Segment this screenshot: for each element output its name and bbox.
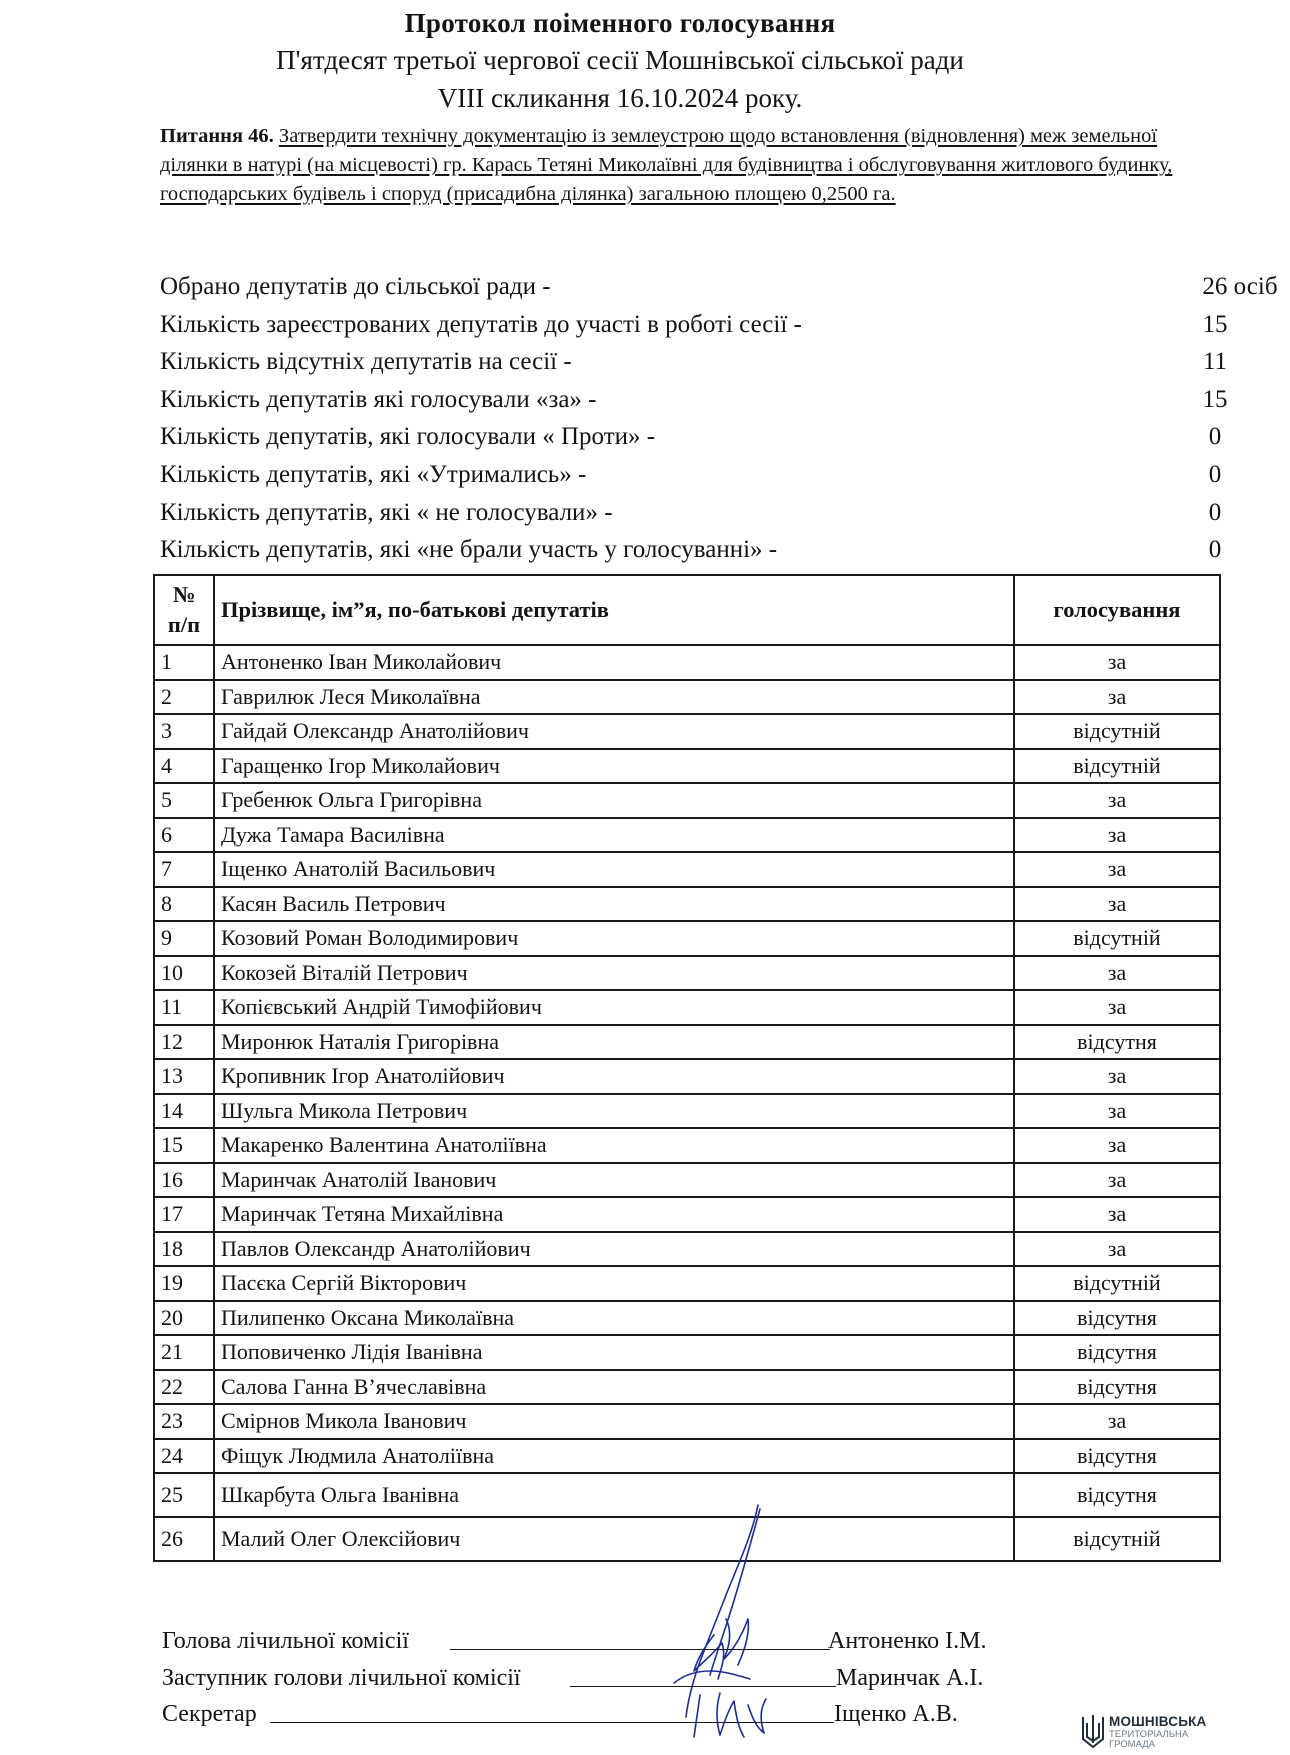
vote-result: за (1014, 1128, 1220, 1163)
logo-title: МОШНІВСЬКА (1109, 1714, 1207, 1729)
vote-result: відсутній (1014, 921, 1220, 956)
column-header-vote: голосування (1014, 575, 1220, 645)
row-number: 9 (154, 921, 214, 956)
stat-label: Кількість депутатів які голосували «за» - (160, 385, 597, 413)
deputy-name: Малий Олег Олексійович (214, 1517, 1014, 1561)
vote-result: відсутня (1014, 1370, 1220, 1405)
deputy-name: Маринчак Анатолій Іванович (214, 1163, 1014, 1198)
signature-block (162, 1623, 1062, 1733)
table-row (154, 852, 1220, 887)
deputy-name: Миронюк Наталія Григорівна (214, 1025, 1014, 1060)
row-number: 15 (154, 1128, 214, 1163)
table-row (154, 1059, 1220, 1094)
signature-person: Іщенко А.В. (834, 1701, 958, 1727)
table-row (154, 749, 1220, 784)
deputy-name: Дужа Тамара Василівна (214, 818, 1014, 853)
deputy-name: Поповиченко Лідія Іванівна (214, 1335, 1014, 1370)
stat-label: Кількість зареєстрованих депутатів до участі в роботі сесії - (160, 310, 802, 338)
stat-row (160, 306, 1228, 344)
table-row (154, 887, 1220, 922)
deputy-name: Смірнов Микола Іванович (214, 1404, 1014, 1439)
signature-row (162, 1660, 1062, 1697)
table-row (154, 645, 1220, 680)
deputy-name: Антоненко Іван Миколайович (214, 645, 1014, 680)
signature-line (270, 1722, 834, 1723)
stat-row (160, 381, 1228, 419)
row-number: 12 (154, 1025, 214, 1060)
deputy-name: Кокозей Віталій Петрович (214, 956, 1014, 991)
deputy-name: Копієвський Андрій Тимофійович (214, 990, 1014, 1025)
signature-person: Антоненко І.М. (828, 1628, 987, 1654)
row-number: 23 (154, 1404, 214, 1439)
row-number: 26 (154, 1517, 214, 1561)
vote-result: за (1014, 956, 1220, 991)
stat-value: 0 (1208, 536, 1222, 564)
row-number: 19 (154, 1266, 214, 1301)
vote-result: за (1014, 818, 1220, 853)
deputy-name: Іщенко Анатолій Васильович (214, 852, 1014, 887)
deputy-name: Макаренко Валентина Анатоліївна (214, 1128, 1014, 1163)
signature-line (450, 1649, 830, 1650)
row-number: 10 (154, 956, 214, 991)
stat-label: Кількість депутатів, які « не голосували» - (160, 498, 613, 526)
vote-result: відсутня (1014, 1439, 1220, 1474)
row-number: 16 (154, 1163, 214, 1198)
stat-label: Обрано депутатів до сільської ради - (160, 273, 551, 300)
deputy-name: Салова Ганна В’ячеславівна (214, 1370, 1014, 1405)
stat-label: Кількість відсутніх депутатів на сесії - (160, 348, 572, 376)
protocol-title: Протокол поіменного голосування (404, 8, 836, 38)
table-row (154, 1163, 1220, 1198)
column-header-name: Прізвище, ім”я, по-батькові депутатів (214, 575, 1014, 645)
stat-value: 0 (1208, 498, 1222, 526)
vote-result: відсутня (1014, 1335, 1220, 1370)
vote-result: за (1014, 990, 1220, 1025)
row-number: 1 (154, 645, 214, 680)
row-number: 4 (154, 749, 214, 784)
vote-result: за (1014, 1163, 1220, 1198)
row-number: 25 (154, 1473, 214, 1517)
row-number: 8 (154, 887, 214, 922)
row-number: 20 (154, 1301, 214, 1336)
row-number: 22 (154, 1370, 214, 1405)
question-text: Затвердити технічну документацію із землеустрою щодо встановлення (відновлення) меж земельної ділянки в натурі (на місцевості) гр. Карась Тетяні Миколаївні для будівництва і обслуговування житлового будинку, господарських будівель і споруд (присадибна ділянка) загальною площею 0,2500 га. (160, 125, 1173, 205)
deputy-name: Пилипенко Оксана Миколаївна (214, 1301, 1014, 1336)
deputy-name: Гаращенко Ігор Миколайович (214, 749, 1014, 784)
deputy-name: Гаврилюк Леся Миколаївна (214, 680, 1014, 715)
deputy-name: Маринчак Тетяна Михайлівна (214, 1197, 1014, 1232)
signature-person: Маринчак А.І. (836, 1664, 984, 1691)
table-row (154, 1128, 1220, 1163)
row-number: 11 (154, 990, 214, 1025)
stat-value: 0 (1208, 423, 1222, 451)
row-number: 6 (154, 818, 214, 853)
stat-row (160, 456, 1220, 494)
logo-subtitle-line2: ГРОМАДА (1109, 1739, 1155, 1750)
table-row (154, 818, 1220, 853)
vote-result: відсутній (1014, 1517, 1220, 1561)
vote-result: відсутня (1014, 1473, 1220, 1517)
convocation-date: VIII скликання 16.10.2024 року. (437, 83, 803, 113)
stat-label: Кількість депутатів, які «Утримались» - (160, 460, 587, 488)
number-header-line2: п/п (167, 612, 201, 637)
row-number: 2 (154, 680, 214, 715)
table-row (154, 783, 1220, 818)
signature-role: Заступник голови лічильної комісії (162, 1664, 521, 1691)
signature-line (570, 1686, 836, 1687)
row-number: 21 (154, 1335, 214, 1370)
logo-subtitle (1109, 1730, 1188, 1750)
table-row (154, 990, 1220, 1025)
signature-row (162, 1623, 1062, 1660)
deputy-name: Козовий Роман Володимирович (214, 921, 1014, 956)
session-title: П'ятдесят третьої чергової сесії Мошнівської сільської ради (276, 45, 964, 75)
row-number: 7 (154, 852, 214, 887)
row-number: 5 (154, 783, 214, 818)
community-logo (1072, 1713, 1240, 1751)
vote-result: за (1014, 1094, 1220, 1129)
deputy-name: Кропивник Ігор Анатолійович (214, 1059, 1014, 1094)
column-header-number (154, 575, 214, 645)
stat-row (160, 531, 1220, 569)
table-row (154, 1197, 1220, 1232)
table-row (154, 1232, 1220, 1267)
table-row (154, 1094, 1220, 1129)
vote-result: за (1014, 1404, 1220, 1439)
vote-result: відсутній (1014, 749, 1220, 784)
vote-result: за (1014, 852, 1220, 887)
table-row (154, 1439, 1220, 1474)
table-row (154, 1025, 1220, 1060)
stat-row (160, 418, 1220, 456)
deputy-name: Гребенюк Ольга Григорівна (214, 783, 1014, 818)
table-row (154, 1301, 1220, 1336)
table-header-row (154, 575, 1220, 645)
deputy-name: Шульга Микола Петрович (214, 1094, 1014, 1129)
deputy-name: Пасєка Сергій Вікторович (214, 1266, 1014, 1301)
deputy-name: Касян Василь Петрович (214, 887, 1014, 922)
vote-result: відсутній (1014, 1266, 1220, 1301)
vote-result: відсутня (1014, 1025, 1220, 1060)
table-row (154, 956, 1220, 991)
stat-value: 11 (1202, 348, 1228, 376)
table-body (154, 645, 1220, 1561)
stat-value: 15 (1202, 310, 1228, 338)
vote-result: за (1014, 645, 1220, 680)
vote-result: за (1014, 680, 1220, 715)
deputy-name: Шкарбута Ольга Іванівна (214, 1473, 1014, 1517)
vote-result: за (1014, 1059, 1220, 1094)
row-number: 13 (154, 1059, 214, 1094)
vote-result: за (1014, 1232, 1220, 1267)
deputy-name: Павлов Олександр Анатолійович (214, 1232, 1014, 1267)
table-row (154, 1266, 1220, 1301)
table-row (154, 921, 1220, 956)
table-row (154, 714, 1220, 749)
stat-row (160, 268, 1278, 306)
signature-role: Секретар (162, 1701, 257, 1727)
stat-label: Кількість депутатів, які голосували « Проти» - (160, 423, 656, 451)
row-number: 17 (154, 1197, 214, 1232)
table-row (154, 1370, 1220, 1405)
table-row (154, 1335, 1220, 1370)
vote-result: за (1014, 887, 1220, 922)
stat-row (160, 343, 1228, 381)
vote-result: за (1014, 783, 1220, 818)
question-number: Питання 46. (160, 125, 274, 147)
table-row (154, 1404, 1220, 1439)
number-header-line1: № (172, 582, 196, 607)
vote-result: відсутня (1014, 1301, 1220, 1336)
stat-label: Кількість депутатів, які «не брали участь у голосуванні» - (160, 536, 778, 564)
row-number: 24 (154, 1439, 214, 1474)
vote-result: відсутній (1014, 714, 1220, 749)
deputy-name: Фіщук Людмила Анатоліївна (214, 1439, 1014, 1474)
deputy-name: Гайдай Олександр Анатолійович (214, 714, 1014, 749)
stat-row (160, 494, 1220, 532)
stat-value: 26 осіб (1202, 273, 1278, 300)
logo-subtitle-line1: ТЕРИТОРІАЛЬНА (1109, 1729, 1189, 1740)
row-number: 18 (154, 1232, 214, 1267)
trident-emblem-icon (1080, 1713, 1106, 1751)
row-number: 14 (154, 1094, 214, 1129)
vote-summary (160, 268, 1278, 569)
table-row (154, 680, 1220, 715)
agenda-question (160, 122, 1210, 209)
stat-value: 15 (1202, 385, 1228, 413)
roll-call-table (153, 574, 1221, 1562)
signature-role: Голова лічильної комісії (162, 1628, 409, 1654)
vote-result: за (1014, 1197, 1220, 1232)
signature-row (162, 1696, 1062, 1733)
row-number: 3 (154, 714, 214, 749)
stat-value: 0 (1208, 460, 1222, 488)
